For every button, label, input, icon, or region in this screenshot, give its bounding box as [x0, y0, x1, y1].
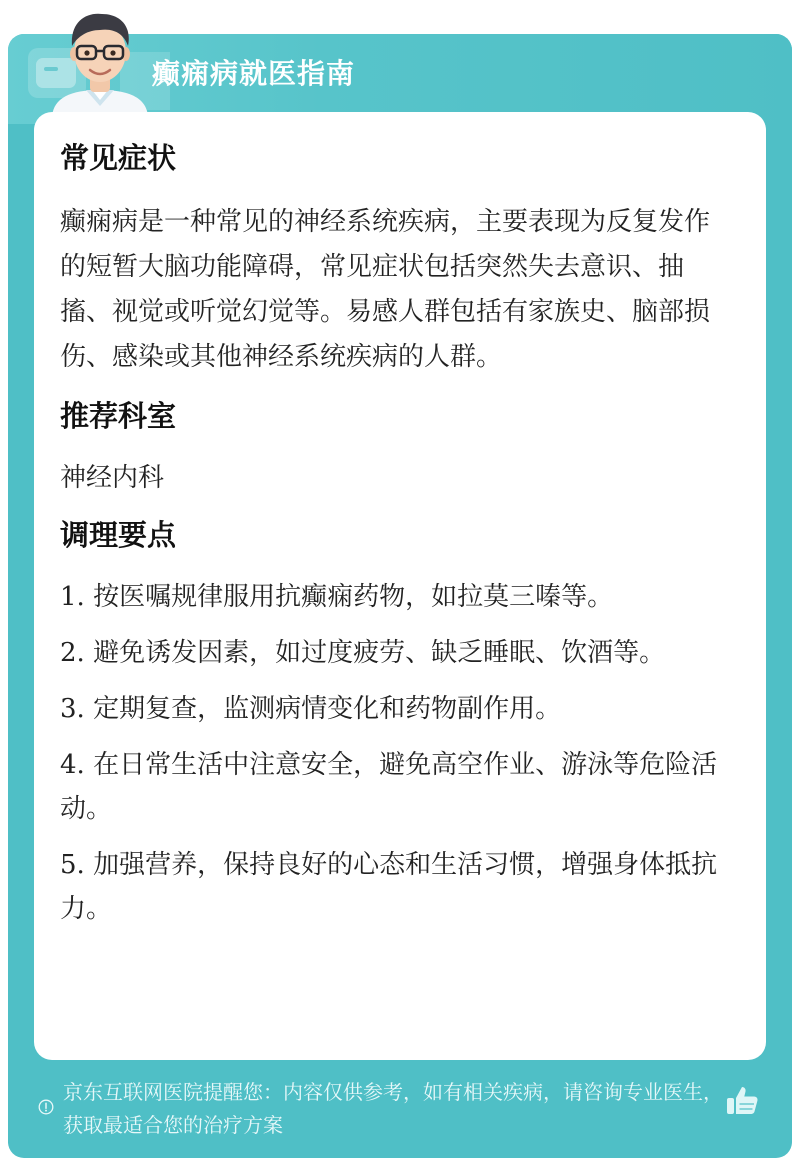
- list-item-number: 5.: [60, 850, 85, 880]
- thumbs-up-icon[interactable]: [724, 1083, 760, 1119]
- list-item-number: 4.: [60, 750, 85, 780]
- department-text: 神经内科: [60, 463, 165, 493]
- list-item-text: 按医嘱规律服用抗癫痫药物，如拉莫三嗪等。: [93, 582, 614, 612]
- care-list: [60, 575, 730, 931]
- info-icon: [38, 1099, 54, 1115]
- list-item-text: 定期复查，监测病情变化和药物副作用。: [93, 694, 562, 724]
- symptoms-text: 癫痫病是一种常见的神经系统疾病，主要表现为反复发作的短暂大脑功能障碍，常见症状包括突然失去意识、抽搐、视觉或听觉幻觉等。易感人群包括有家族史、脑部损伤、感染或其他神经系统疾病的人群。: [60, 207, 711, 372]
- list-item: [60, 687, 730, 731]
- symptoms-heading: 常见症状: [60, 141, 177, 175]
- list-item-number: 1.: [60, 582, 85, 612]
- list-item-number: 3.: [60, 694, 85, 724]
- list-item: [60, 743, 730, 831]
- list-item: [60, 575, 730, 619]
- list-item-text: 在日常生活中注意安全，避免高空作业、游泳等危险活动。: [60, 750, 718, 824]
- department-heading: 推荐科室: [60, 399, 177, 433]
- list-item-text: 加强营养，保持良好的心态和生活习惯，增强身体抵抗力。: [60, 850, 718, 924]
- list-item-text: 避免诱发因素，如过度疲劳、缺乏睡眠、饮酒等。: [93, 638, 666, 668]
- doctor-avatar: [40, 6, 160, 116]
- disclaimer-text: 京东互联网医院提醒您：内容仅供参考，如有相关疾病，请咨询专业医生，获取最适合您的治疗方案: [63, 1080, 723, 1137]
- content-card: [34, 112, 766, 1060]
- page-title: 癫痫病就医指南: [152, 57, 356, 90]
- list-item: [60, 631, 730, 675]
- care-heading: 调理要点: [60, 518, 177, 552]
- list-item-number: 2.: [60, 638, 85, 668]
- list-item: [60, 843, 730, 931]
